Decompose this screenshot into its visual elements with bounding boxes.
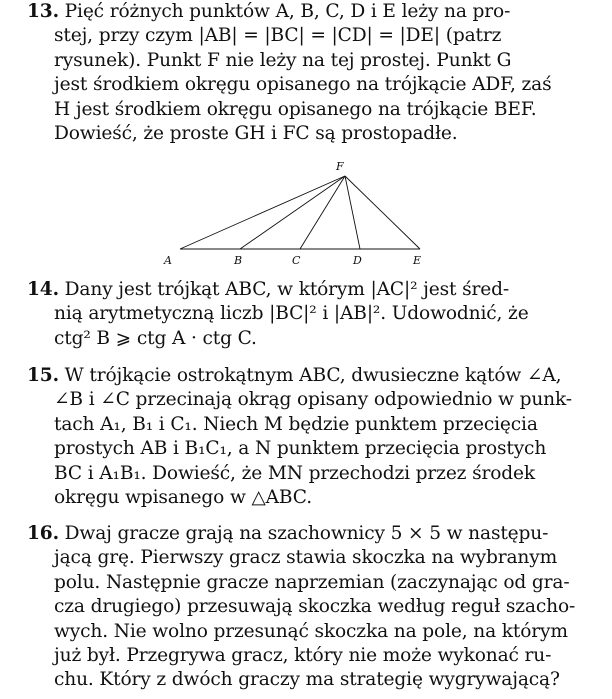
problem-line: ctg² B ⩾ ctg A · ctg C. — [54, 327, 257, 349]
problem-line — [27, 278, 549, 302]
problem-line: BC i A₁B₁. Dowieść, że MN przechodzi przez środek — [54, 462, 535, 484]
problem-text: Dany jest trójkąt ABC, w którym |AC|² jest śred- — [64, 279, 509, 300]
problem-line: jącą grę. Pierwszy gracz stawia skoczka na wybranym — [54, 547, 558, 569]
problem-line — [27, 522, 549, 546]
problem-number: 14. — [27, 279, 59, 300]
problem-line: H jest środkiem okręgu opisanego na trójkącie BEF. — [54, 98, 537, 120]
problem-16 — [27, 522, 576, 693]
problem-line: prostych AB i B₁C₁, a N punktem przecięcia prostych — [54, 438, 547, 460]
problem-line: rysunek). Punkt F nie leży na tej prostej. Punkt G — [54, 49, 512, 71]
segment-FB — [240, 176, 345, 249]
label-B: B — [234, 254, 243, 267]
problem-line — [27, 0, 549, 24]
problem-line: Dowieść, że proste GH i FC są prostopadłe. — [54, 122, 458, 144]
problem-13 — [27, 0, 552, 146]
label-E: E — [413, 254, 422, 267]
problem-number: 13. — [27, 1, 59, 22]
problem-line: polu. Następnie gracze naprzemian (zaczynając od gra- — [54, 571, 570, 593]
segment-FC — [300, 176, 345, 249]
problem-number: 15. — [27, 365, 59, 386]
segment-FE — [345, 176, 420, 249]
problem-text: Dwaj gracze grają na szachownicy 5 × 5 w następu- — [64, 523, 549, 544]
segment-FA — [180, 176, 345, 249]
segment-FD — [345, 176, 360, 249]
label-F: F — [336, 160, 344, 173]
problem-line: ∠B i ∠C przecinają okrąg opisany odpowiednio w punk- — [54, 389, 572, 411]
problem-14 — [27, 278, 549, 351]
problem-line: wych. Nie wolno przesunąć skoczka na pole, na którym — [54, 620, 568, 642]
problem-line: okręgu wpisanego w △ABC. — [54, 486, 312, 508]
problem-line: stej, przy czym |AB| = |BC| = |CD| = |DE| (patrz — [54, 25, 502, 47]
label-A: A — [164, 254, 172, 267]
problem-line: tach A₁, B₁ i C₁. Niech M będzie punktem przecięcia — [54, 413, 538, 435]
problem-line: już był. Przegrywa gracz, który nie może wykonać ru- — [54, 644, 552, 666]
problem-line: nią arytmetyczną liczb |BC|² i |AB|². Udowodnić, że — [54, 303, 529, 325]
problem-line: jest środkiem okręgu opisanego na trójkącie ADF, zaś — [54, 74, 552, 96]
problem-number: 16. — [27, 523, 59, 544]
problem-text: W trójkącie ostrokątnym ABC, dwusieczne kątów ∠A, — [64, 365, 562, 386]
problem-line: chu. Który z dwóch graczy ma strategię wygrywającą? — [54, 669, 560, 691]
problem-line: cza drugiego) przesuwają skoczka według reguł szacho- — [54, 596, 576, 618]
label-C: C — [292, 254, 301, 267]
problem-15 — [27, 364, 572, 510]
geometry-figure — [155, 160, 435, 270]
problem-text: Pięć różnych punktów A, B, C, D i E leży na pro- — [64, 1, 511, 22]
problem-line — [27, 364, 562, 388]
label-D: D — [353, 254, 362, 267]
